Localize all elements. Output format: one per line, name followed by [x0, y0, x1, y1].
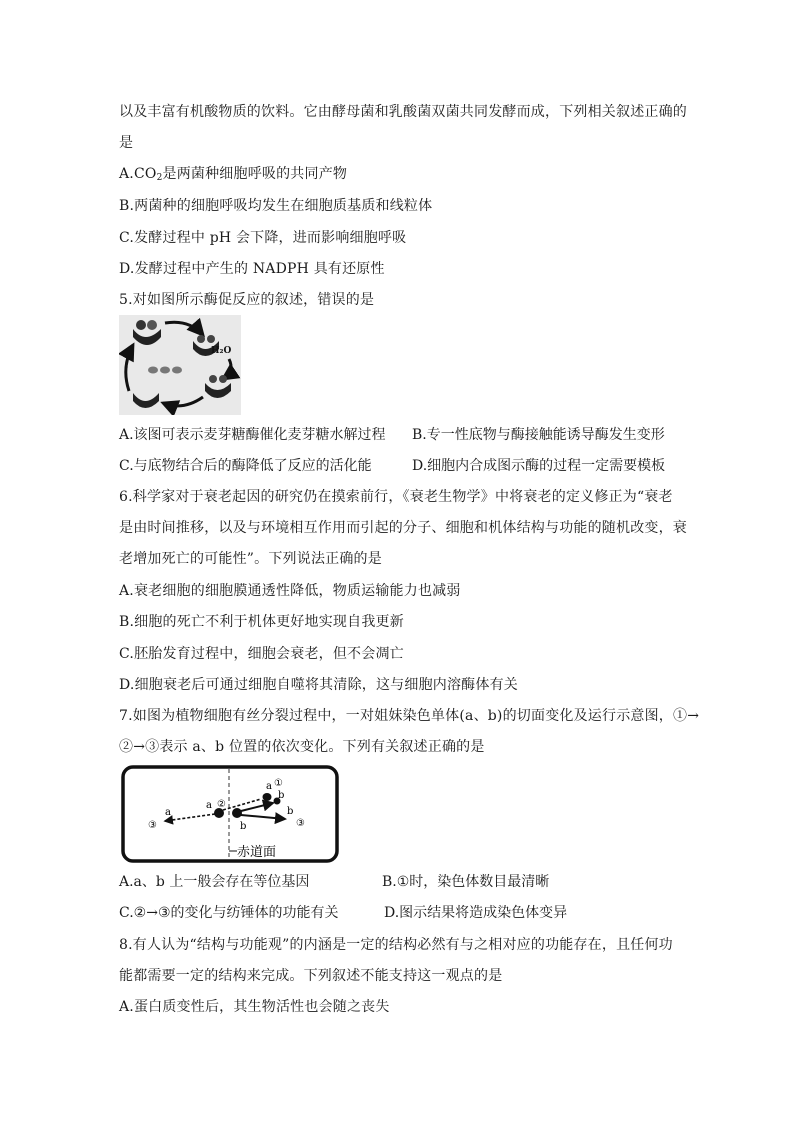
q7-label-b-top: b	[278, 790, 285, 801]
q5-option-d: D.细胞内合成图示酶的过程一定需要模板	[412, 458, 666, 474]
q4-option-a-post: 是两菌种细胞呼吸的共同产物	[162, 166, 348, 182]
q8-stem-line1: 8.有人认为“结构与功能观”的内涵是一定的结构必然有与之相对应的功能存在，且任何功	[119, 937, 673, 953]
q4-option-a-pre: A.CO	[119, 166, 157, 182]
q7-mark-3-left: ③	[148, 820, 157, 831]
q7-option-a: A.a、b 上一般会存在等位基因	[119, 874, 310, 890]
q4-stem-line1: 以及丰富有机酸物质的饮料。它由酵母菌和乳酸菌双菌共同发酵而成，下列相关叙述正确的	[119, 104, 687, 120]
q5-figure-label: H₂O	[211, 346, 232, 356]
q4-stem-line2: 是	[119, 135, 134, 151]
q5-stem: 5.对如图所示酶促反应的叙述，错误的是	[119, 292, 375, 308]
q4-option-c: C.发酵过程中 pH 会下降，进而影响细胞呼吸	[119, 230, 407, 246]
q6-option-d: D.细胞衰老后可通过细胞自噬将其清除，这与细胞内溶酶体有关	[119, 677, 518, 693]
q7-mark-2: ②	[217, 799, 226, 810]
q4-option-a	[119, 164, 347, 188]
cell-outline	[123, 767, 337, 861]
q7-option-c: C.②→③的变化与纺锤体的功能有关	[119, 905, 339, 921]
q4-option-b: B.两菌种的细胞呼吸均发生在细胞质基质和线粒体	[119, 198, 433, 214]
q5-option-a: A.该图可表示麦芽糖酶催化麦芽糖水解过程	[119, 427, 386, 443]
q5-option-b: B.专一性底物与酶接触能诱导酶发生变形	[412, 427, 665, 443]
product-molecules-icon	[148, 367, 182, 374]
q4-option-a-sub: 2	[156, 173, 163, 183]
q7-label-a-mid: a	[206, 800, 212, 811]
q7-label-b-right: b	[287, 806, 294, 817]
q7-stem-line2: ②→③表示 a、b 位置的依次变化。下列有关叙述正确的是	[119, 739, 485, 755]
q7-label-b-mid: b	[240, 821, 247, 832]
q5-option-c: C.与底物结合后的酶降低了反应的活化能	[119, 458, 372, 474]
q6-stem-line1: 6.科学家对于衰老起因的研究仍在摸索前行，《衰老生物学》中将衰老的定义修正为“衰老	[119, 489, 673, 505]
q6-option-a: A.衰老细胞的细胞膜通透性降低，物质运输能力也减弱	[119, 583, 461, 599]
q8-stem-line2: 能都需要一定的结构来完成。下列叙述不能支持这一观点的是	[119, 968, 503, 984]
q7-equator-label: 赤道面	[237, 845, 277, 860]
q7-mitosis-figure	[119, 763, 341, 865]
q7-stem-line1: 7.如图为植物细胞有丝分裂过程中，一对姐妹染色单体(a、b)的切面变化及运行示意图，①→	[119, 708, 700, 724]
q6-option-b: B.细胞的死亡不利于机体更好地实现自我更新	[119, 614, 404, 630]
q7-mark-3-right: ③	[296, 818, 305, 829]
q6-stem-line2: 是由时间推移，以及与环境相互作用而引起的分子、细胞和机体结构与功能的随机改变，衰	[119, 520, 687, 536]
q7-mark-1: ①	[274, 778, 283, 789]
chromatid-a-pos1	[263, 793, 272, 801]
q8-option-a: A.蛋白质变性后，其生物活性也会随之丧失	[119, 999, 390, 1015]
q6-option-c: C.胚胎发育过程中，细胞会衰老，但不会凋亡	[119, 646, 404, 662]
q7-label-a-top: a	[266, 781, 272, 792]
q7-label-a-left: a	[165, 807, 171, 818]
q7-option-d: D.图示结果将造成染色体变异	[384, 905, 568, 921]
q6-stem-line3: 老增加死亡的可能性”。下列说法正确的是	[119, 551, 382, 567]
chromatid-b-pos2	[232, 808, 242, 818]
q4-option-d: D.发酵过程中产生的 NADPH 具有还原性	[119, 261, 385, 277]
q5-enzyme-figure	[119, 315, 241, 415]
q7-option-b: B.①时，染色体数目最清晰	[382, 874, 550, 890]
